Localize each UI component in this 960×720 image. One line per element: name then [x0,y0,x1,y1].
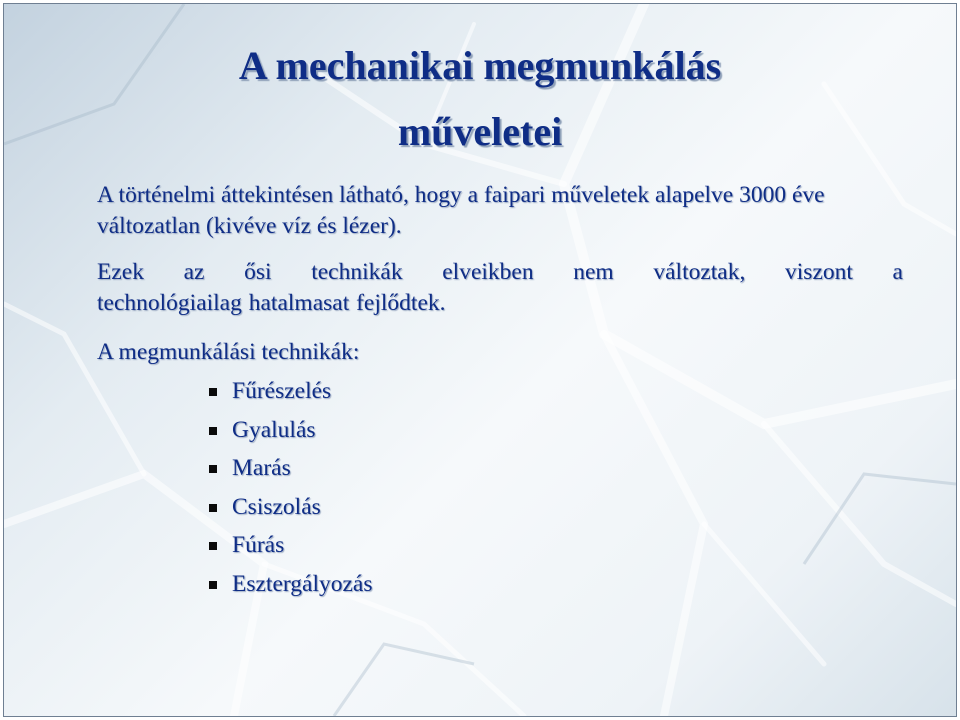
technique-label: Fűrészelés [232,378,332,404]
second-paragraph-line1: Ezek az ősi technikák elveikben nem változtak, viszont a [97,259,903,285]
square-bullet-icon [209,581,217,589]
techniques-list [204,372,373,604]
slide-title-line2: műveletei [397,109,563,154]
second-paragraph-line2: technológiailag hatalmasat fejlődtek. [97,290,446,316]
list-item [204,372,373,411]
list-item [204,449,373,488]
square-bullet-icon [209,504,217,512]
technique-label: Gyalulás [232,416,316,443]
list-item [204,526,373,565]
square-bullet-icon [209,542,217,550]
techniques-heading: A megmunkálási technikák: [97,339,360,365]
list-item [204,411,373,450]
square-bullet-icon [209,388,217,396]
technique-label: Csiszolás [232,493,321,520]
second-paragraph [97,257,903,319]
technique-label: Fúrás [232,532,285,559]
technique-label: Esztergályozás [232,570,373,597]
slide [3,3,957,717]
list-item [204,488,373,527]
square-bullet-icon [209,427,217,435]
square-bullet-icon [209,465,217,473]
list-item [204,565,373,604]
slide-title-line1: A mechanikai megmunkálás [238,43,722,88]
intro-paragraph: A történelmi áttekintésen látható, hogy a faipari műveletek alapelve 3000 éve változatlan (kivéve víz és lézer). [97,182,825,239]
technique-label: Marás [232,455,291,482]
